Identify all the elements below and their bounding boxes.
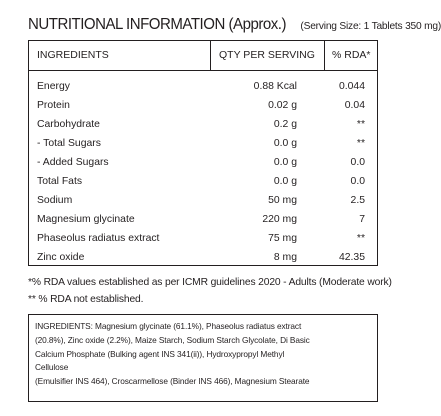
row-name: Magnesium glycinate — [37, 214, 135, 225]
row-name: Phaseolus radiatus extract — [37, 233, 160, 244]
row-rda: ** — [356, 233, 365, 244]
row-qty: 0.0 g — [273, 157, 297, 168]
table-row — [29, 210, 377, 229]
nutrition-heading: NUTRITIONAL INFORMATION (Approx.) — [28, 16, 286, 33]
row-name: Energy — [37, 81, 70, 92]
column-divider — [210, 41, 211, 70]
row-qty: 0.2 g — [273, 119, 297, 130]
row-rda: 0.044 — [338, 81, 365, 92]
table-row — [29, 153, 377, 172]
row-qty: 75 mg — [268, 233, 297, 244]
ingredients-line: (Emulsifier INS 464), Croscarmellose (Binder INS 466), Magnesium Stearate — [35, 376, 310, 387]
label-title — [28, 16, 441, 34]
ingredients-line: INGREDIENTS: Magnesium glycinate (61.1%), Phaseolus radiatus extract — [35, 321, 302, 331]
table-row — [29, 115, 377, 134]
row-name: - Added Sugars — [37, 157, 109, 168]
ingredients-line: (20.8%), Zinc oxide (2.2%), Maize Starch, Sodium Starch Glycolate, Di Basic — [35, 334, 310, 345]
row-name: Carbohydrate — [37, 119, 100, 130]
row-rda: 0.0 — [350, 157, 365, 168]
footnotes — [28, 274, 392, 308]
serving-size: (Serving Size: 1 Tablets 350 mg) — [300, 21, 441, 32]
header-qty: QTY PER SERVING — [219, 49, 315, 61]
table-row — [29, 96, 377, 115]
ingredients-box — [28, 314, 378, 402]
row-qty: 0.0 g — [273, 176, 297, 187]
table-row — [29, 134, 377, 153]
row-rda: 2.5 — [350, 195, 365, 206]
row-qty: 0.88 Kcal — [253, 81, 297, 92]
row-rda: 7 — [359, 214, 365, 225]
row-name: Zinc oxide — [37, 252, 85, 263]
header-rda: % RDA* — [332, 49, 371, 61]
row-name: Protein — [37, 100, 70, 111]
row-rda: 0.04 — [344, 100, 365, 111]
row-qty: 50 mg — [268, 195, 297, 206]
row-rda: ** — [356, 119, 365, 130]
row-qty: 0.0 g — [273, 138, 297, 149]
header-ingredients: INGREDIENTS — [37, 49, 109, 61]
row-rda: ** — [356, 138, 365, 149]
row-rda: 0.0 — [350, 176, 365, 187]
row-qty: 8 mg — [273, 252, 297, 263]
nutrition-table — [28, 40, 378, 266]
row-rda: 42.35 — [338, 252, 365, 263]
table-row — [29, 77, 377, 96]
ingredients-line: Calcium Phosphate (Bulking agent INS 341(ii)), Hydroxypropyl Methyl — [35, 348, 285, 359]
rda-footnote: *% RDA values established as per ICMR guidelines 2020 - Adults (Moderate work) — [28, 277, 392, 288]
row-name: Sodium — [37, 195, 73, 206]
row-qty: 0.02 g — [268, 100, 297, 111]
table-row — [29, 248, 377, 267]
column-divider — [324, 41, 325, 70]
row-name: - Total Sugars — [37, 138, 101, 149]
table-header — [29, 41, 377, 71]
not-established-footnote: ** % RDA not established. — [28, 294, 144, 305]
table-row — [29, 229, 377, 248]
row-name: Total Fats — [37, 176, 83, 187]
ingredients-line: Cellulose — [35, 362, 69, 373]
table-row — [29, 191, 377, 210]
table-body — [29, 77, 377, 267]
row-qty: 220 mg — [262, 214, 297, 225]
table-row — [29, 172, 377, 191]
